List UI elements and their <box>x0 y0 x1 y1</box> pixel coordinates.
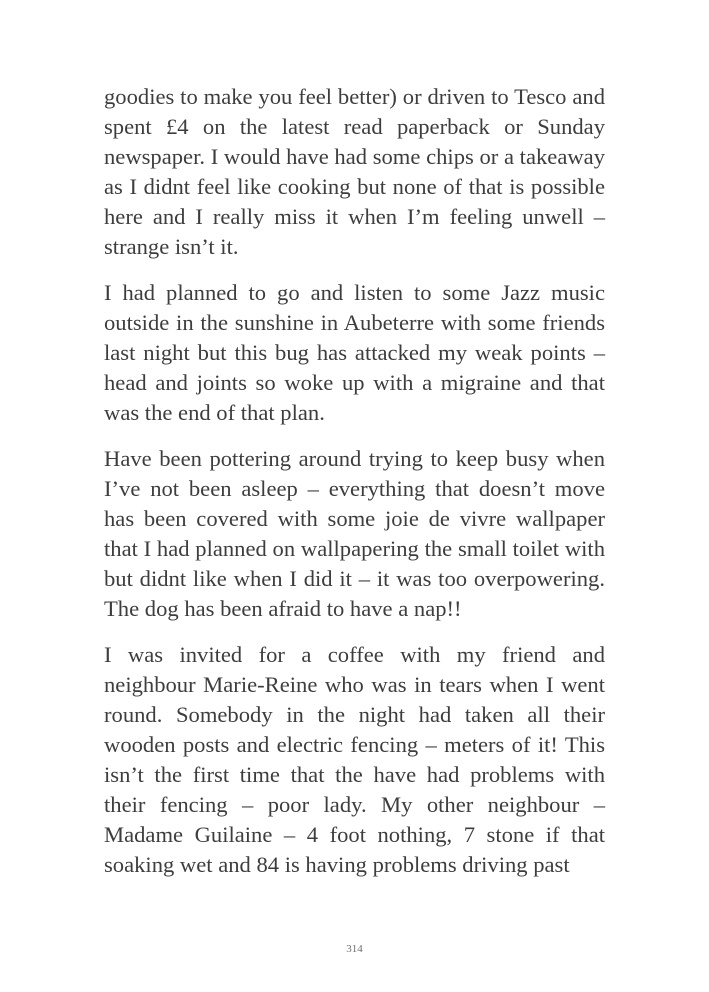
paragraph: I had planned to go and listen to some Jazz music outside in the sunshine in Aubeterre with some friends last night but this bug has attacked my weak points – head and joints so woke up with a migraine and that was the end of that plan. <box>104 280 605 425</box>
page-number: 314 <box>346 943 363 955</box>
body-text <box>104 82 605 896</box>
paragraph: Have been pottering around trying to keep busy when I’ve not been asleep – everything that doesn’t move has been covered with some joie de vivre wallpaper that I had planned on wallpapering the small toilet with but didnt like when I did it – it was too overpowering. The dog has been afraid to have a nap!! <box>104 446 605 621</box>
paragraph: goodies to make you feel better) or driven to Tesco and spent £4 on the latest read paperback or Sunday newspaper. I would have had some chips or a takeaway as I didnt feel like cooking but none of that is possible here and I really miss it when I’m feeling unwell – strange isn’t it. <box>104 84 605 259</box>
paragraph: I was invited for a coffee with my friend and neighbour Marie-Reine who was in tears when I went round. Somebody in the night had taken all their wooden posts and electric fencing – meters of it! This isn’t the first time that the have had problems with their fencing – poor lady. My other neighbour – Madame Guilaine – 4 foot nothing, 7 stone if that soaking wet and 84 is having problems driving past <box>104 642 605 877</box>
